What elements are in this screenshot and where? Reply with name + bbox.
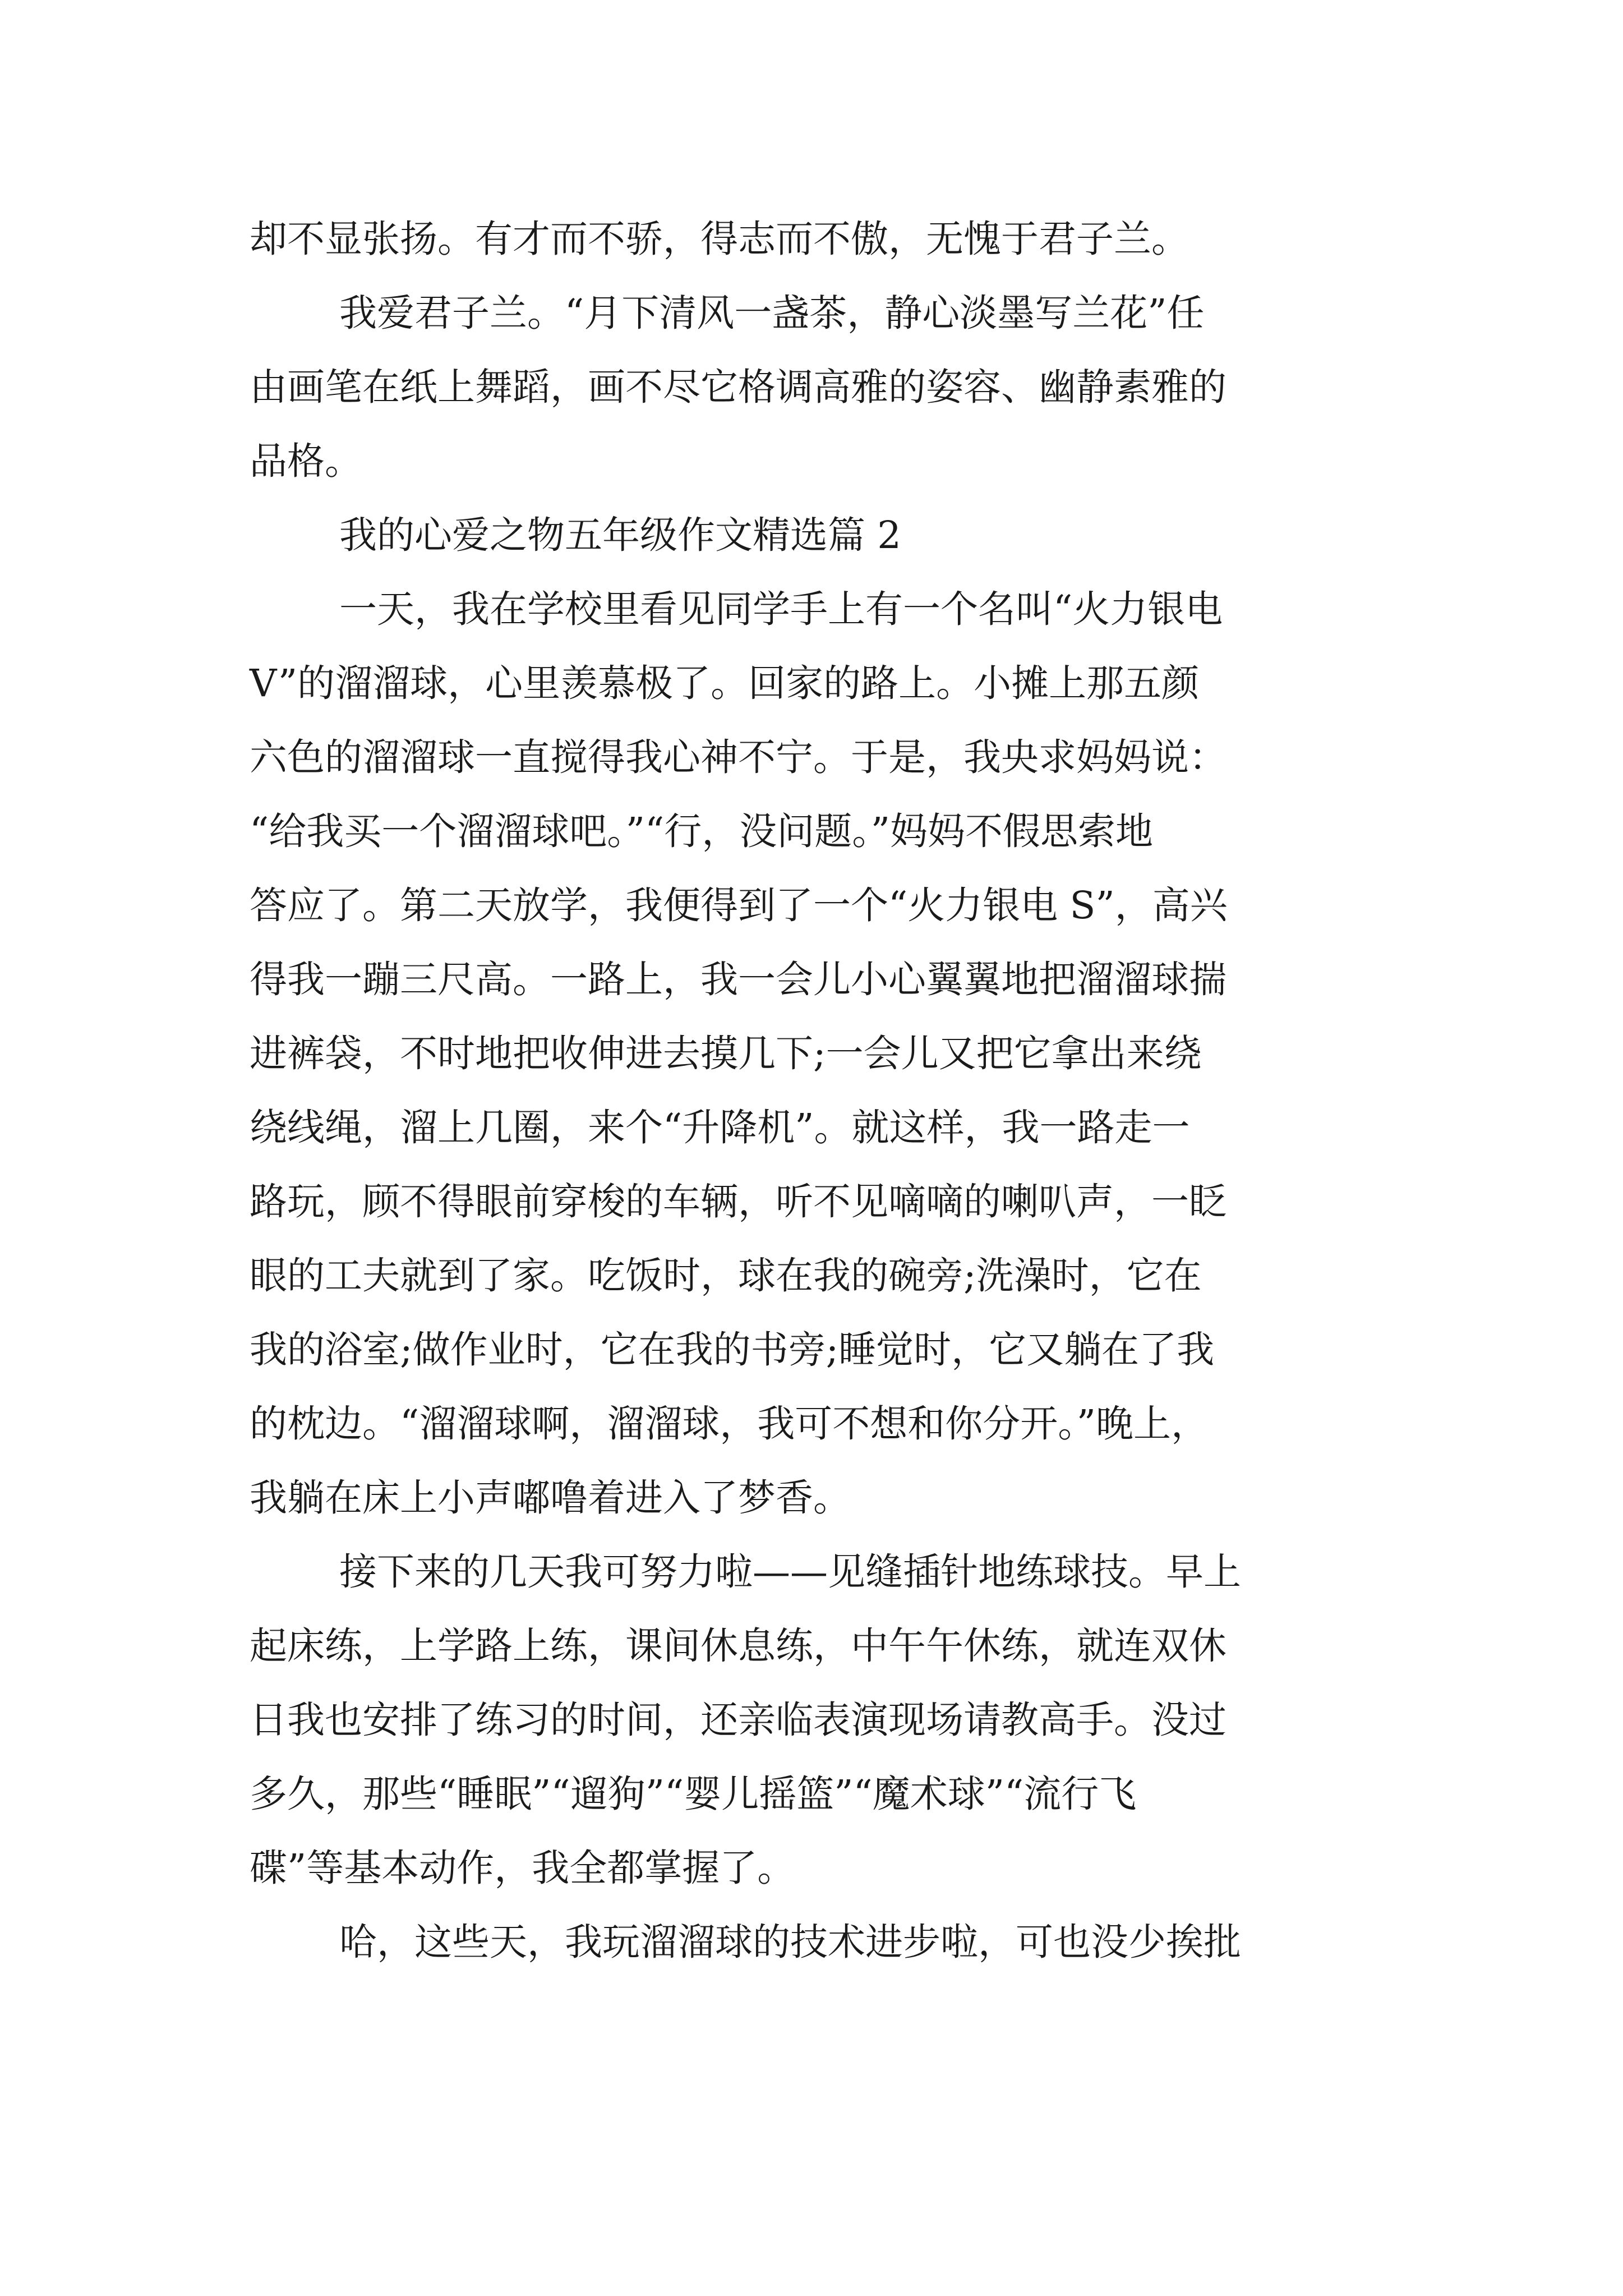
text-line: “给我买一个溜溜球吧。”“行，没问题。”妈妈不假思索地 [250,809,1154,853]
text-line: 多久，那些“睡眠”“遛狗”“婴儿摇篮”“魔术球”“流行飞 [250,1772,1137,1816]
document-body [250,202,1388,1979]
text-line: 路玩，顾不得眼前穿梭的车辆，听不见嘀嘀的喇叭声，一眨 [250,1180,1227,1223]
text-line: 绕线绳，溜上几圈，来个“升降机”。就这样，我一路走一 [250,1106,1190,1149]
paragraph-start-line: 一天，我在学校里看见同学手上有一个名叫“火力银电 [339,587,1223,631]
text-line: 进裤袋，不时地把收伸进去摸几下;一会儿又把它拿出来绕 [250,1032,1202,1075]
text-line: 我躺在床上小声嘟噜着进入了梦香。 [250,1476,851,1520]
paragraph-start-line: 哈，这些天，我玩溜溜球的技术进步啦，可也没少挨批 [339,1920,1241,1964]
text-line: 得我一蹦三尺高。一路上，我一会儿小心翼翼地把溜溜球揣 [250,958,1227,1001]
text-line: V”的溜溜球，心里羡慕极了。回家的路上。小摊上那五颜 [250,661,1200,705]
text-line: 由画笔在纸上舞蹈，画不尽它格调高雅的姿容、幽静素雅的 [250,365,1227,409]
text-line: 答应了。第二天放学，我便得到了一个“火力银电 S”，高兴 [250,884,1228,927]
paragraph-start-line: 我爱君子兰。“月下清风一盏茶，静心淡墨写兰花”任 [339,291,1205,335]
paragraph-start-line: 接下来的几天我可努力啦——见缝插针地练球技。早上 [339,1550,1241,1594]
section-heading: 我的心爱之物五年级作文精选篇 2 [339,513,901,557]
text-line: 我的浴室;做作业时，它在我的书旁;睡觉时，它又躺在了我 [250,1328,1215,1372]
text-line: 却不显张扬。有才而不骄，得志而不傲，无愧于君子兰。 [250,217,1189,261]
text-line: 日我也安排了练习的时间，还亲临表演现场请教高手。没过 [250,1698,1227,1742]
text-line: 六色的溜溜球一直搅得我心神不宁。于是，我央求妈妈说： [250,735,1227,779]
text-line: 眼的工夫就到了家。吃饭时，球在我的碗旁;洗澡时，它在 [250,1254,1202,1297]
text-line: 品格。 [250,439,362,483]
text-line: 碟”等基本动作，我全都掌握了。 [250,1846,795,1890]
text-line: 的枕边。“溜溜球啊，溜溜球，我可不想和你分开。”晚上， [250,1402,1209,1446]
text-line: 起床练，上学路上练，课间休息练，中午午休练，就连双休 [250,1624,1227,1668]
